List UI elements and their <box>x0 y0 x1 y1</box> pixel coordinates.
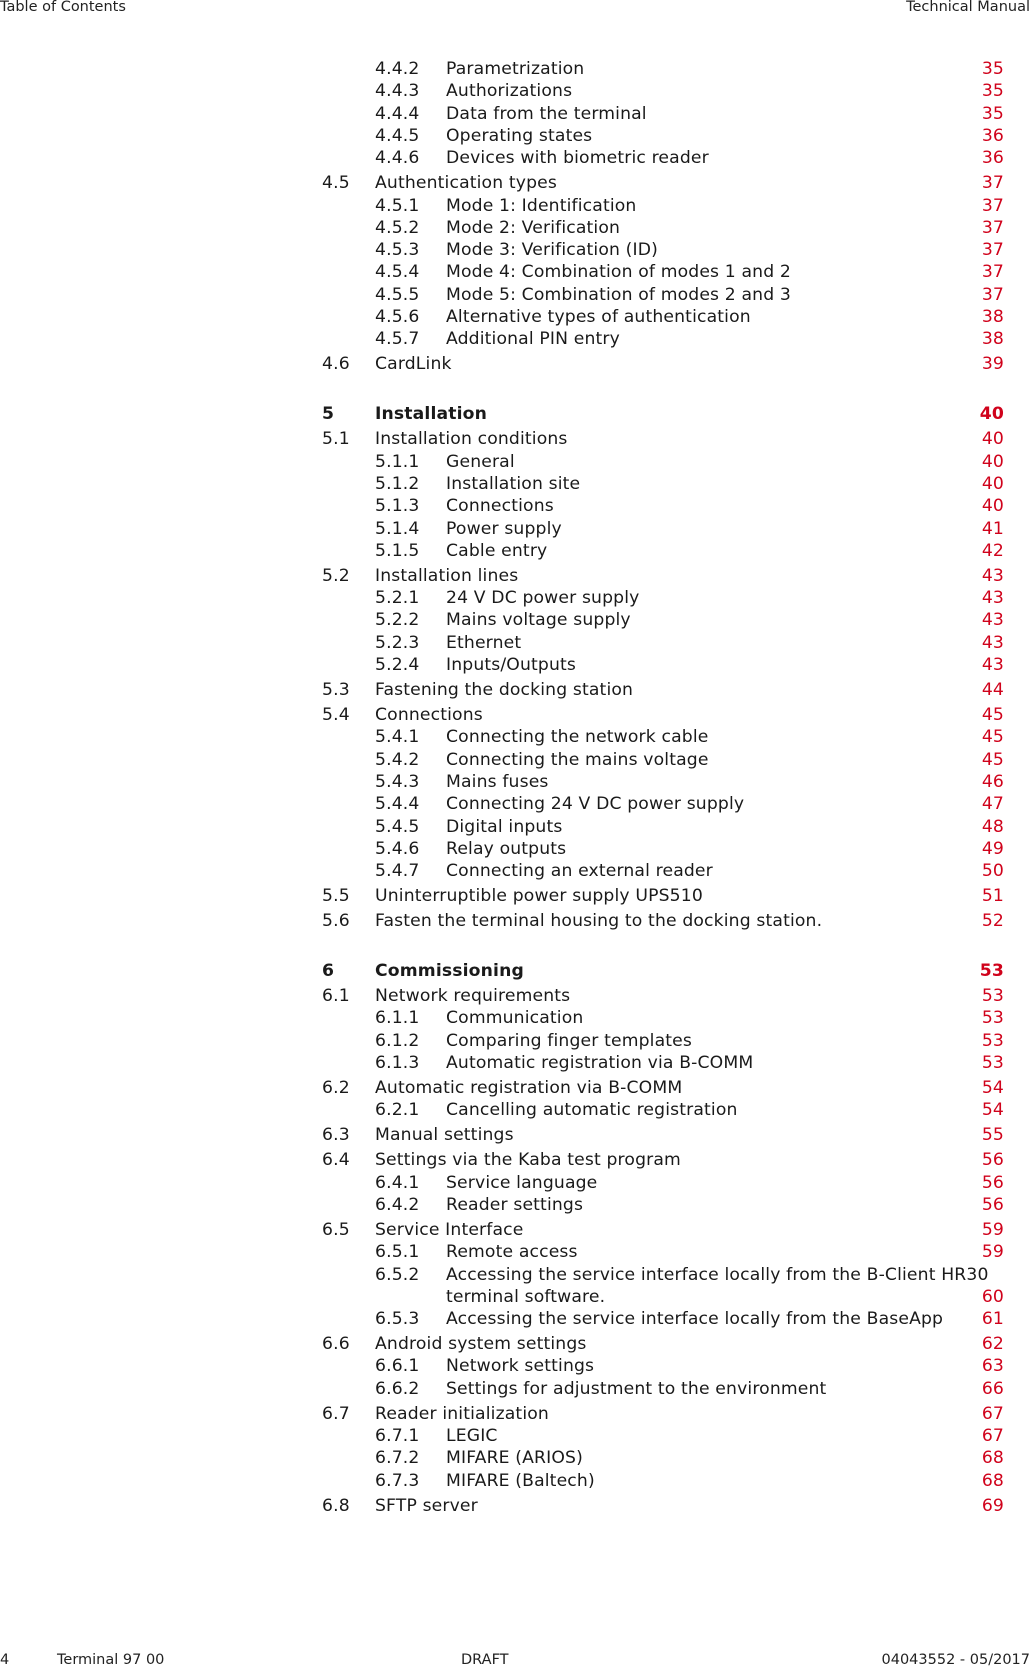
toc-entry-page-number[interactable]: 49 <box>981 838 1004 859</box>
toc-entry-number: 6.6 <box>322 1334 350 1355</box>
toc-entry-page-number[interactable]: 48 <box>981 816 1004 837</box>
toc-entry-page-number[interactable]: 46 <box>981 771 1004 792</box>
toc-entry-page-number[interactable]: 37 <box>981 173 1004 194</box>
toc-entry-page-number[interactable]: 53 <box>981 986 1004 1007</box>
toc-entry-title: Installation lines <box>375 565 519 586</box>
toc-entry-title: General <box>446 451 515 472</box>
toc-entry-page-number[interactable]: 68 <box>981 1448 1004 1469</box>
toc-entry-page-number[interactable]: 37 <box>981 217 1004 238</box>
toc-entry-title-continuation: terminal software. <box>446 1286 606 1307</box>
toc-entry-number: 6.6.2 <box>375 1378 420 1399</box>
toc-entry-page-number[interactable]: 50 <box>981 861 1004 882</box>
header-manual-title: Technical Manual <box>906 0 1030 15</box>
toc-entry-page-number[interactable]: 41 <box>981 518 1004 539</box>
toc-entry-page-number[interactable]: 37 <box>981 195 1004 216</box>
toc-entry-title: MIFARE (ARIOS) <box>446 1448 583 1469</box>
toc-entry-title: Mode 4: Combination of modes 1 and 2 <box>446 262 791 283</box>
toc-entry-number: 5.4 <box>322 705 350 725</box>
toc-entry-title: Additional PIN entry <box>446 329 620 350</box>
toc-entry-page-number[interactable]: 52 <box>981 911 1004 932</box>
toc-entry-number: 4.5 <box>322 173 350 194</box>
toc-entry-page-number[interactable]: 53 <box>979 961 1004 982</box>
toc-entry-title: Communication <box>446 1008 584 1029</box>
toc-entry-number: 5.4.7 <box>375 861 420 882</box>
toc-entry-number: 6.7 <box>322 1403 350 1424</box>
toc-entry-page-number[interactable]: 53 <box>981 1008 1004 1029</box>
toc-entry-title: Mode 2: Verification <box>446 217 621 238</box>
toc-entry-page-number[interactable]: 55 <box>981 1125 1004 1146</box>
toc-entry-number: 4.5.6 <box>375 307 420 327</box>
toc-entry-number: 4.6 <box>322 354 350 375</box>
toc-entry-page-number[interactable]: 43 <box>981 588 1004 609</box>
toc-entry-page-number[interactable]: 36 <box>981 125 1004 146</box>
footer-page-number: 4 <box>0 1652 10 1668</box>
toc-entry-title: Settings via the Kaba test program <box>375 1150 681 1171</box>
toc-entry-number: 4.4.6 <box>375 148 420 169</box>
toc-entry-number: 6.4 <box>322 1150 350 1171</box>
toc-entry-page-number[interactable]: 37 <box>981 240 1004 261</box>
toc-entry-page-number[interactable]: 62 <box>981 1334 1004 1355</box>
toc-entry-number: 5.4.6 <box>375 838 420 859</box>
toc-entry-number: 4.4.5 <box>375 125 420 146</box>
toc-entry-page-number[interactable]: 35 <box>981 81 1004 102</box>
toc-entry-page-number[interactable]: 37 <box>981 284 1004 305</box>
toc-entry-title: Uninterruptible power supply UPS510 <box>375 886 703 907</box>
toc-entry-page-number[interactable]: 67 <box>981 1426 1004 1446</box>
toc-entry-title: Commissioning <box>375 961 524 982</box>
footer-status: DRAFT <box>461 1652 509 1668</box>
toc-entry-title: Mains fuses <box>446 771 549 792</box>
toc-entry-number: 6.7.3 <box>375 1470 420 1491</box>
toc-entry-number: 6.1.3 <box>375 1053 420 1073</box>
toc-entry-title: Fastening the docking station <box>375 680 634 700</box>
toc-entry-title: Data from the terminal <box>446 103 647 124</box>
toc-entry-title: Connections <box>446 496 554 517</box>
toc-entry-number: 5.1.2 <box>375 473 420 494</box>
toc-entry-title: Remote access <box>446 1242 578 1263</box>
toc-entry-title: Manual settings <box>375 1125 514 1146</box>
toc-entry-title: Connecting the mains voltage <box>446 749 709 770</box>
toc-entry-title: Mode 1: Identification <box>446 195 637 216</box>
footer-product: Terminal 97 00 <box>57 1652 165 1668</box>
toc-entry-page-number[interactable]: 39 <box>981 354 1004 375</box>
toc-entry-title: Installation site <box>446 473 581 494</box>
toc-entry-title: Automatic registration via B-COMM <box>446 1053 754 1073</box>
toc-entry-title: Power supply <box>446 518 562 539</box>
toc-entry-page-number[interactable]: 40 <box>981 473 1004 494</box>
toc-entry-page-number[interactable]: 42 <box>981 540 1004 561</box>
toc-entry-number: 5.1.3 <box>375 496 420 517</box>
toc-entry-title: MIFARE (Baltech) <box>446 1470 595 1491</box>
toc-entry-number: 6.7.2 <box>375 1448 420 1469</box>
toc-entry-page-number[interactable]: 40 <box>981 451 1004 472</box>
toc-entry-page-number[interactable]: 63 <box>981 1356 1004 1377</box>
toc-entry-title: Comparing finger templates <box>446 1030 692 1051</box>
toc-entry-title: CardLink <box>375 354 452 375</box>
toc-entry-page-number[interactable]: 37 <box>981 262 1004 283</box>
toc-entry-number: 5.1.5 <box>375 540 420 561</box>
toc-entry-number: 6.5.1 <box>375 1242 420 1263</box>
toc-entry-title: Authentication types <box>375 173 557 194</box>
toc-entry-title: Parametrization <box>446 59 585 79</box>
toc-entry-page-number[interactable]: 59 <box>981 1242 1004 1263</box>
toc-entry-page-number[interactable]: 36 <box>981 148 1004 169</box>
toc-entry-page-number[interactable]: 67 <box>981 1403 1004 1424</box>
toc-entry-page-number[interactable]: 66 <box>981 1378 1004 1399</box>
toc-entry-title: Network requirements <box>375 986 571 1007</box>
toc-entry-page-number[interactable]: 56 <box>981 1194 1004 1215</box>
toc-entry-number: 5.2.3 <box>375 632 420 653</box>
toc-entry-number: 5.2.4 <box>375 655 420 675</box>
toc-entry-title: Accessing the service interface locally from the BaseApp <box>446 1309 944 1330</box>
toc-entry-title: Relay outputs <box>446 838 567 859</box>
toc-entry-page-number[interactable]: 44 <box>981 680 1004 700</box>
toc-entry-title: Installation conditions <box>375 429 568 450</box>
toc-entry-page-number[interactable]: 54 <box>981 1078 1004 1098</box>
toc-entry-number: 6.5 <box>322 1219 350 1240</box>
toc-entry-number: 4.4.4 <box>375 103 420 124</box>
toc-entry-number: 4.5.4 <box>375 262 420 283</box>
toc-entry-title: Devices with biometric reader <box>446 148 709 169</box>
toc-entry-page-number[interactable]: 53 <box>981 1053 1004 1073</box>
toc-entry-number: 6.5.2 <box>375 1264 420 1285</box>
toc-entry-number: 4.5.5 <box>375 284 420 305</box>
toc-entry-page-number[interactable]: 56 <box>981 1172 1004 1193</box>
toc-entry-number: 5.4.5 <box>375 816 420 837</box>
toc-entry-number: 4.5.2 <box>375 217 420 238</box>
toc-entry-number: 5.1.1 <box>375 451 420 472</box>
toc-entry-title: Connecting the network cable <box>446 727 709 748</box>
toc-entry-page-number[interactable]: 45 <box>981 749 1004 770</box>
toc-entry-number: 5 <box>322 404 335 425</box>
toc-entry-page-number[interactable]: 40 <box>979 404 1004 425</box>
toc-entry-number: 5.6 <box>322 911 350 932</box>
toc-entry-title: Network settings <box>446 1356 595 1377</box>
toc-entry-page-number[interactable]: 69 <box>981 1495 1004 1516</box>
toc-entry-number: 6.1 <box>322 986 350 1007</box>
toc-entry-page-number[interactable]: 43 <box>981 655 1004 675</box>
toc-entry-number: 6.4.2 <box>375 1194 420 1215</box>
toc-entry-title: Authorizations <box>446 81 573 102</box>
toc-entry-title: Connecting 24 V DC power supply <box>446 794 745 815</box>
toc-entry-page-number[interactable]: 56 <box>981 1150 1004 1171</box>
toc-entry-number: 4.5.1 <box>375 195 420 216</box>
toc-entry-page-number[interactable]: 54 <box>981 1100 1004 1121</box>
toc-entry-page-number[interactable]: 53 <box>981 1030 1004 1051</box>
toc-entry-page-number[interactable]: 35 <box>981 103 1004 124</box>
toc-entry-title: Cancelling automatic registration <box>446 1100 738 1121</box>
toc-entry-page-number[interactable]: 35 <box>981 59 1004 79</box>
toc-entry-title: Cable entry <box>446 540 548 561</box>
toc-entry-number: 6.2.1 <box>375 1100 420 1121</box>
toc-entry-number: 5.4.1 <box>375 727 420 748</box>
toc-entry-page-number[interactable]: 38 <box>981 307 1004 327</box>
toc-entry-number: 5.3 <box>322 680 350 700</box>
toc-entry-page-number[interactable]: 68 <box>981 1470 1004 1491</box>
toc-entry-number: 5.4.3 <box>375 771 420 792</box>
toc-entry-page-number[interactable]: 43 <box>981 632 1004 653</box>
toc-entry-title: Service Interface <box>375 1219 524 1240</box>
toc-entry-number: 6.1.1 <box>375 1008 420 1029</box>
toc-entry-title: SFTP server <box>375 1495 478 1516</box>
toc-entry-number: 5.4.2 <box>375 749 420 770</box>
toc-entry-title: Digital inputs <box>446 816 563 837</box>
toc-entry-page-number[interactable]: 60 <box>981 1286 1004 1307</box>
toc-entry-number: 5.1 <box>322 429 350 450</box>
toc-entry-title: Mode 5: Combination of modes 2 and 3 <box>446 284 791 305</box>
toc-entry-number: 5.4.4 <box>375 794 420 815</box>
toc-entry-title: Connecting an external reader <box>446 861 713 882</box>
toc-entry-title: Fasten the terminal housing to the docking station. <box>375 911 823 932</box>
toc-entry-number: 6.4.1 <box>375 1172 420 1193</box>
toc-entry-number: 5.2 <box>322 565 350 586</box>
toc-entry-title: Service language <box>446 1172 598 1193</box>
toc-entry-title: LEGIC <box>446 1426 498 1446</box>
toc-entry-page-number[interactable]: 45 <box>981 705 1004 725</box>
toc-entry-title: Android system settings <box>375 1334 587 1355</box>
toc-entry-title: Inputs/Outputs <box>446 655 577 675</box>
toc-entry-title: Ethernet <box>446 632 522 653</box>
toc-entry-number: 6.1.2 <box>375 1030 420 1051</box>
toc-entry-title: Mode 3: Verification (ID) <box>446 240 658 261</box>
toc-entry-title: Reader initialization <box>375 1403 549 1424</box>
toc-entry-number: 5.1.4 <box>375 518 420 539</box>
toc-entry-page-number[interactable]: 61 <box>981 1309 1004 1330</box>
toc-entry-number: 6.7.1 <box>375 1426 420 1446</box>
toc-entry-page-number[interactable]: 59 <box>981 1219 1004 1240</box>
toc-entry-title: 24 V DC power supply <box>446 588 640 609</box>
toc-entry-title: Accessing the service interface locally from the B-Client HR30 <box>446 1264 989 1285</box>
toc-entry-page-number[interactable]: 51 <box>981 886 1004 907</box>
toc-entry-title: Alternative types of authentication <box>446 307 751 327</box>
footer-doc-reference: 04043552 - 05/2017 <box>881 1652 1030 1668</box>
toc-entry-number: 6.5.3 <box>375 1309 420 1330</box>
toc-entry-number: 6.6.1 <box>375 1356 420 1377</box>
toc-entry-number: 4.4.2 <box>375 59 420 79</box>
toc-entry-title: Automatic registration via B-COMM <box>375 1078 683 1098</box>
toc-entry-page-number[interactable]: 43 <box>981 565 1004 586</box>
toc-entry-number: 4.4.3 <box>375 81 420 102</box>
toc-entry-title: Reader settings <box>446 1194 584 1215</box>
header-section-title: Table of Contents <box>0 0 126 15</box>
toc-entry-title: Mains voltage supply <box>446 610 631 631</box>
toc-entry-title: Settings for adjustment to the environment <box>446 1378 827 1399</box>
toc-entry-number: 6 <box>322 961 335 982</box>
toc-entry-page-number[interactable]: 47 <box>981 794 1004 815</box>
toc-entry-page-number[interactable]: 45 <box>981 727 1004 748</box>
toc-entry-number: 4.5.3 <box>375 240 420 261</box>
toc-entry-number: 4.5.7 <box>375 329 420 350</box>
toc-entry-page-number[interactable]: 40 <box>981 429 1004 450</box>
toc-entry-number: 5.2.2 <box>375 610 420 631</box>
toc-entry-title: Operating states <box>446 125 593 146</box>
toc-entry-page-number[interactable]: 38 <box>981 329 1004 350</box>
toc-entry-number: 6.2 <box>322 1078 350 1098</box>
toc-entry-page-number[interactable]: 40 <box>981 496 1004 517</box>
toc-entry-number: 6.8 <box>322 1495 350 1516</box>
toc-entry-number: 6.3 <box>322 1125 350 1146</box>
toc-entry-number: 5.2.1 <box>375 588 420 609</box>
toc-entry-title: Installation <box>375 404 488 425</box>
toc-entry-number: 5.5 <box>322 886 350 907</box>
toc-entry-page-number[interactable]: 43 <box>981 610 1004 631</box>
toc-entry-title: Connections <box>375 705 483 725</box>
